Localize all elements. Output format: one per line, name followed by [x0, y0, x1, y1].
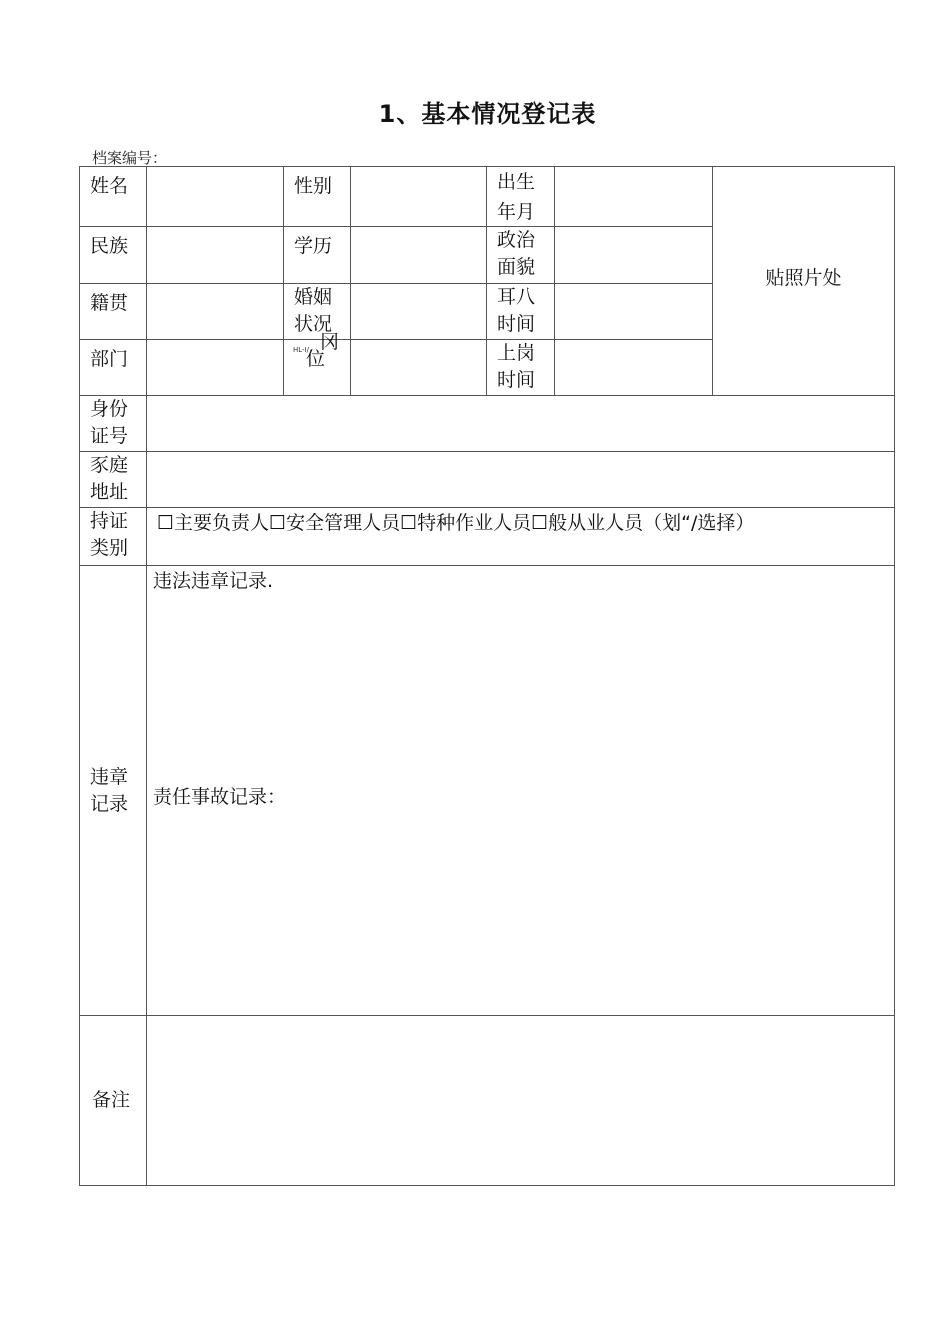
field-ethnicity[interactable]	[147, 227, 284, 284]
label-onboard-line1: 上岗	[497, 342, 536, 364]
field-gender[interactable]	[351, 167, 487, 227]
label-post-char1: 冈	[320, 331, 340, 353]
field-post[interactable]	[351, 340, 487, 396]
violation-record-label: 违法违章记录.	[153, 570, 274, 592]
field-onboard-time[interactable]	[555, 340, 713, 396]
label-political-line2: 面貌	[497, 256, 536, 278]
label-cert-type	[80, 508, 147, 566]
label-marriage-line1: 婚姻	[294, 286, 333, 308]
label-post-tiny: HL-I/	[293, 346, 309, 354]
field-work-time[interactable]	[555, 284, 713, 340]
label-department: 部门	[80, 340, 147, 396]
field-address[interactable]	[147, 452, 895, 508]
label-cert-line2: 类别	[90, 537, 129, 559]
row-address	[80, 452, 895, 508]
label-record-line2: 记录	[90, 792, 129, 815]
field-name[interactable]	[147, 167, 284, 227]
row-remarks	[80, 1016, 895, 1186]
label-marriage-line2: 状况	[294, 313, 333, 335]
label-onboard-time	[487, 340, 555, 396]
label-id-line1: 身份	[90, 398, 129, 420]
label-id-line2: 证号	[90, 425, 129, 447]
photo-placeholder[interactable]	[713, 167, 895, 396]
label-marriage	[284, 284, 351, 340]
label-address-line2: 地址	[90, 481, 129, 503]
label-post	[284, 331, 351, 396]
label-birth-line1: 出生	[497, 171, 536, 193]
row-id-number	[80, 396, 895, 452]
label-work-time-line1: 耳八	[497, 286, 536, 308]
label-onboard-line2: 时间	[497, 369, 536, 391]
field-birth[interactable]	[555, 167, 713, 227]
label-education: 学历	[284, 227, 351, 284]
cert-type-options[interactable]: ☐主要负责人☐安全管理人员☐特种作业人员☐般从业人员（划“/选择）	[147, 508, 895, 566]
field-marriage[interactable]	[351, 284, 487, 340]
label-political	[487, 227, 555, 284]
label-birth	[487, 167, 555, 227]
label-ethnicity: 民族	[80, 227, 147, 284]
registration-form-table	[79, 166, 895, 1186]
label-record-line1: 违章	[90, 765, 129, 788]
row-name	[80, 167, 895, 227]
field-id-number[interactable]	[147, 396, 895, 452]
records-area[interactable]	[147, 566, 895, 1016]
label-work-time-line2: 时间	[497, 313, 536, 335]
label-birth-line2: 年月	[497, 201, 536, 223]
page-title: 1、基本情况登记表	[378, 100, 597, 128]
photo-label: 贴照片处	[765, 266, 842, 289]
label-id-number	[80, 396, 147, 452]
row-cert-type	[80, 508, 895, 566]
label-political-line1: 政治	[497, 229, 536, 251]
field-department[interactable]	[147, 340, 284, 396]
label-remarks: 备注	[80, 1016, 147, 1186]
label-work-time	[487, 284, 555, 340]
field-remarks[interactable]	[147, 1016, 895, 1186]
row-records	[80, 566, 895, 1016]
label-name: 姓名	[80, 167, 147, 227]
label-native-place: 籍贯	[80, 284, 147, 340]
accident-record-label: 责任事故记录：	[153, 786, 287, 808]
label-post-char2: 位	[306, 348, 326, 370]
field-native-place[interactable]	[147, 284, 284, 340]
field-education[interactable]	[351, 227, 487, 284]
archive-number-label: 档案编号：	[92, 149, 168, 167]
label-address	[80, 452, 147, 508]
label-gender: 性别	[284, 167, 351, 227]
label-address-line1: 豕庭	[90, 454, 129, 476]
label-records	[80, 566, 147, 1016]
label-cert-line1: 持证	[90, 510, 129, 532]
field-political[interactable]	[555, 227, 713, 284]
